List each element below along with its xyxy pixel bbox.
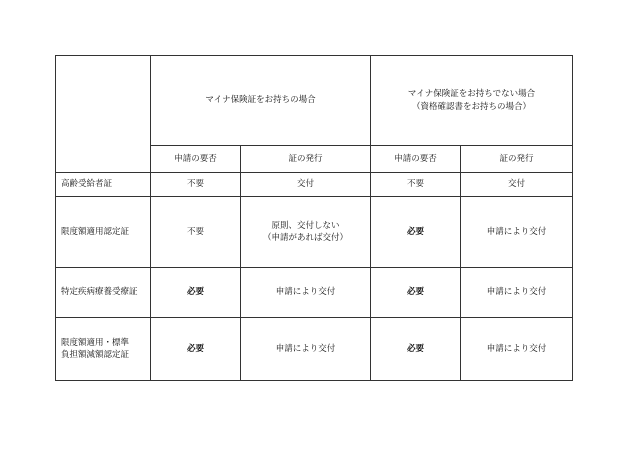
with-card-issuance-cell [241,197,371,268]
row-label [56,197,151,268]
table-row-limit-certificate [56,197,573,268]
row-label-line: 負担額減額認定証 [61,350,130,360]
row-label-line: 高齢受給者証 [61,179,113,190]
header-with-my-insurance-card-text: マイナ保険証をお持ちの場合 [205,95,316,106]
header-without-line2: （資格確認書をお持ちの場合） [411,101,531,112]
issuance-line: 申請により交付 [275,287,336,298]
issuance-line: 原則、交付しない [271,220,340,231]
table-row-specific-disease [56,268,573,318]
header-without-line1: マイナ保険証をお持ちでない場合 [407,89,536,100]
without-card-required-cell: 必要 [371,197,461,268]
without-card-issuance-cell: 交付 [461,173,573,197]
with-card-required-cell: 不要 [151,173,241,197]
header-without-my-insurance-card [371,56,573,146]
issuance-line: 申請により交付 [275,343,336,354]
subheader-certificate-issuance: 証の発行 [241,146,371,173]
table-row-limit-standard-burden [56,318,573,381]
without-card-issuance-cell: 申請により交付 [461,268,573,318]
with-card-issuance-cell [241,318,371,381]
without-card-issuance-cell: 申請により交付 [461,318,573,381]
row-label-line: 限度額適用・標準 [61,337,130,348]
subheader-application-required: 申請の要否 [151,146,241,173]
row-label [56,318,151,381]
row-label-line: 限度額適用認定証 [61,226,130,237]
insurance-comparison-table [55,55,573,381]
blank-corner-cell [56,56,151,173]
header-with-my-insurance-card [151,56,371,146]
with-card-issuance-cell [241,268,371,318]
row-label [56,173,151,197]
issuance-line: （申請があれば交付） [262,233,348,243]
issuance-line: 交付 [296,179,314,190]
subheader-certificate-issuance-2: 証の発行 [461,146,573,173]
with-card-required-cell: 必要 [151,268,241,318]
with-card-issuance-cell [241,173,371,197]
without-card-issuance-cell: 申請により交付 [461,197,573,268]
without-card-required-cell: 不要 [371,173,461,197]
row-label-line: 特定疾病療養受療証 [61,287,138,298]
subheader-application-required-2: 申請の要否 [371,146,461,173]
without-card-required-cell: 必要 [371,268,461,318]
row-label [56,268,151,318]
table-row-elderly [56,173,573,197]
with-card-required-cell: 必要 [151,318,241,381]
without-card-required-cell: 必要 [371,318,461,381]
with-card-required-cell: 不要 [151,197,241,268]
